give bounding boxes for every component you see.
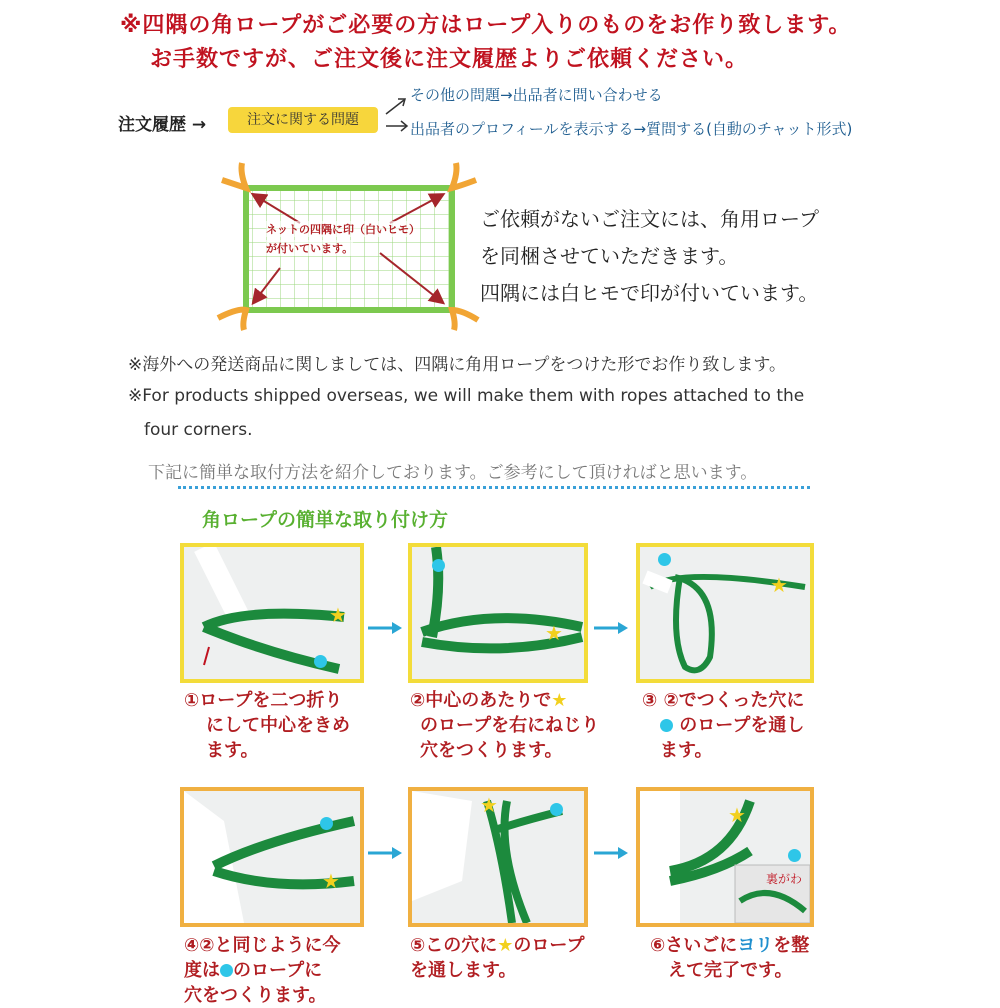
step-3-caption: ③ ②でつくった穴に のロープを通し ます。 — [642, 690, 805, 761]
rope-illustration — [640, 791, 810, 923]
cyan-marker-icon — [432, 559, 445, 572]
flow-branch-arrows-icon — [382, 90, 412, 136]
order-issue-button: 注文に関する問題 — [228, 107, 378, 133]
cyan-marker-icon — [320, 817, 333, 830]
cyan-marker-icon — [658, 553, 671, 566]
net-note-line-2: が付いています。 — [266, 242, 354, 255]
flow-option-1: その他の問題→出品者に問い合わせる — [410, 86, 663, 104]
rope-illustration — [184, 791, 360, 923]
step-4-image — [180, 787, 364, 927]
step-5-caption: ⑤この穴に★のロープ を通します。 — [410, 935, 585, 981]
step-1-image — [180, 543, 364, 683]
step-4-caption: ④②と同じように今 度は のロープに 穴をつくります。 — [184, 935, 341, 1006]
star-marker-icon: ★ — [770, 573, 788, 597]
overseas-note-en-2: four corners. — [144, 420, 253, 440]
info-line-1: ご依頼がないご注文には、角用ロープ — [480, 207, 819, 231]
star-marker-icon: ★ — [545, 621, 563, 645]
step-5-image — [408, 787, 588, 927]
cyan-marker-icon — [660, 719, 673, 732]
flow-option-2: 出品者のプロフィールを表示する→質問する(自動のチャット形式) — [410, 120, 853, 138]
net-note-line-1: ネットの四隅に印（白いヒモ） — [266, 223, 420, 236]
step-6-image — [636, 787, 814, 927]
step-6-caption: ⑥さいごにヨリを整 えて完了です。 — [650, 935, 810, 981]
star-marker-icon: ★ — [329, 603, 347, 627]
rope-illustration — [640, 547, 810, 679]
info-line-2: を同梱させていただきます。 — [480, 244, 739, 268]
header-line-2: お手数ですが、ご注文後に注文履歴よりご依頼ください。 — [150, 47, 749, 72]
step-1-caption: ①ロープを二つ折り にして中心をきめ ます。 — [184, 690, 350, 761]
info-line-3: 四隅には白ヒモで印が付いています。 — [480, 281, 819, 305]
step-2-caption: ②中心のあたりで★ のロープを右にねじり 穴をつくります。 — [410, 690, 600, 761]
overseas-note-en-1: ※For products shipped overseas, we will make them with ropes attached to the — [128, 386, 805, 406]
star-marker-icon: ★ — [480, 793, 498, 817]
cyan-marker-icon — [550, 803, 563, 816]
dotted-divider — [178, 486, 810, 489]
arrow-right-icon — [366, 843, 406, 863]
star-marker-icon: ★ — [728, 803, 746, 827]
star-marker-icon: ★ — [551, 690, 568, 711]
arrow-right-icon — [366, 618, 406, 638]
order-history-label: 注文履歴 → — [118, 115, 207, 135]
overseas-note-jp: ※海外への発送商品に関しましては、四隅に角用ロープをつけた形でお作り致します。 — [128, 355, 787, 375]
arrow-right-icon — [592, 618, 632, 638]
step-6-inset-label: 裏がわ — [766, 872, 803, 886]
arrow-right-icon — [592, 843, 632, 863]
step-3-image — [636, 543, 814, 683]
cyan-marker-icon — [220, 964, 233, 977]
cyan-marker-icon — [788, 849, 801, 862]
cyan-marker-icon — [314, 655, 327, 668]
section-title: 角ロープの簡単な取り付け方 — [202, 509, 449, 531]
step-2-image — [408, 543, 588, 683]
header-line-1: ※四隅の角ロープがご必要の方はロープ入りのものをお作り致します。 — [120, 13, 852, 38]
star-marker-icon: ★ — [497, 935, 514, 956]
intro-text: 下記に簡単な取付方法を紹介しております。ご参考にして頂ければと思います。 — [148, 463, 758, 483]
star-marker-icon: ★ — [322, 869, 340, 893]
